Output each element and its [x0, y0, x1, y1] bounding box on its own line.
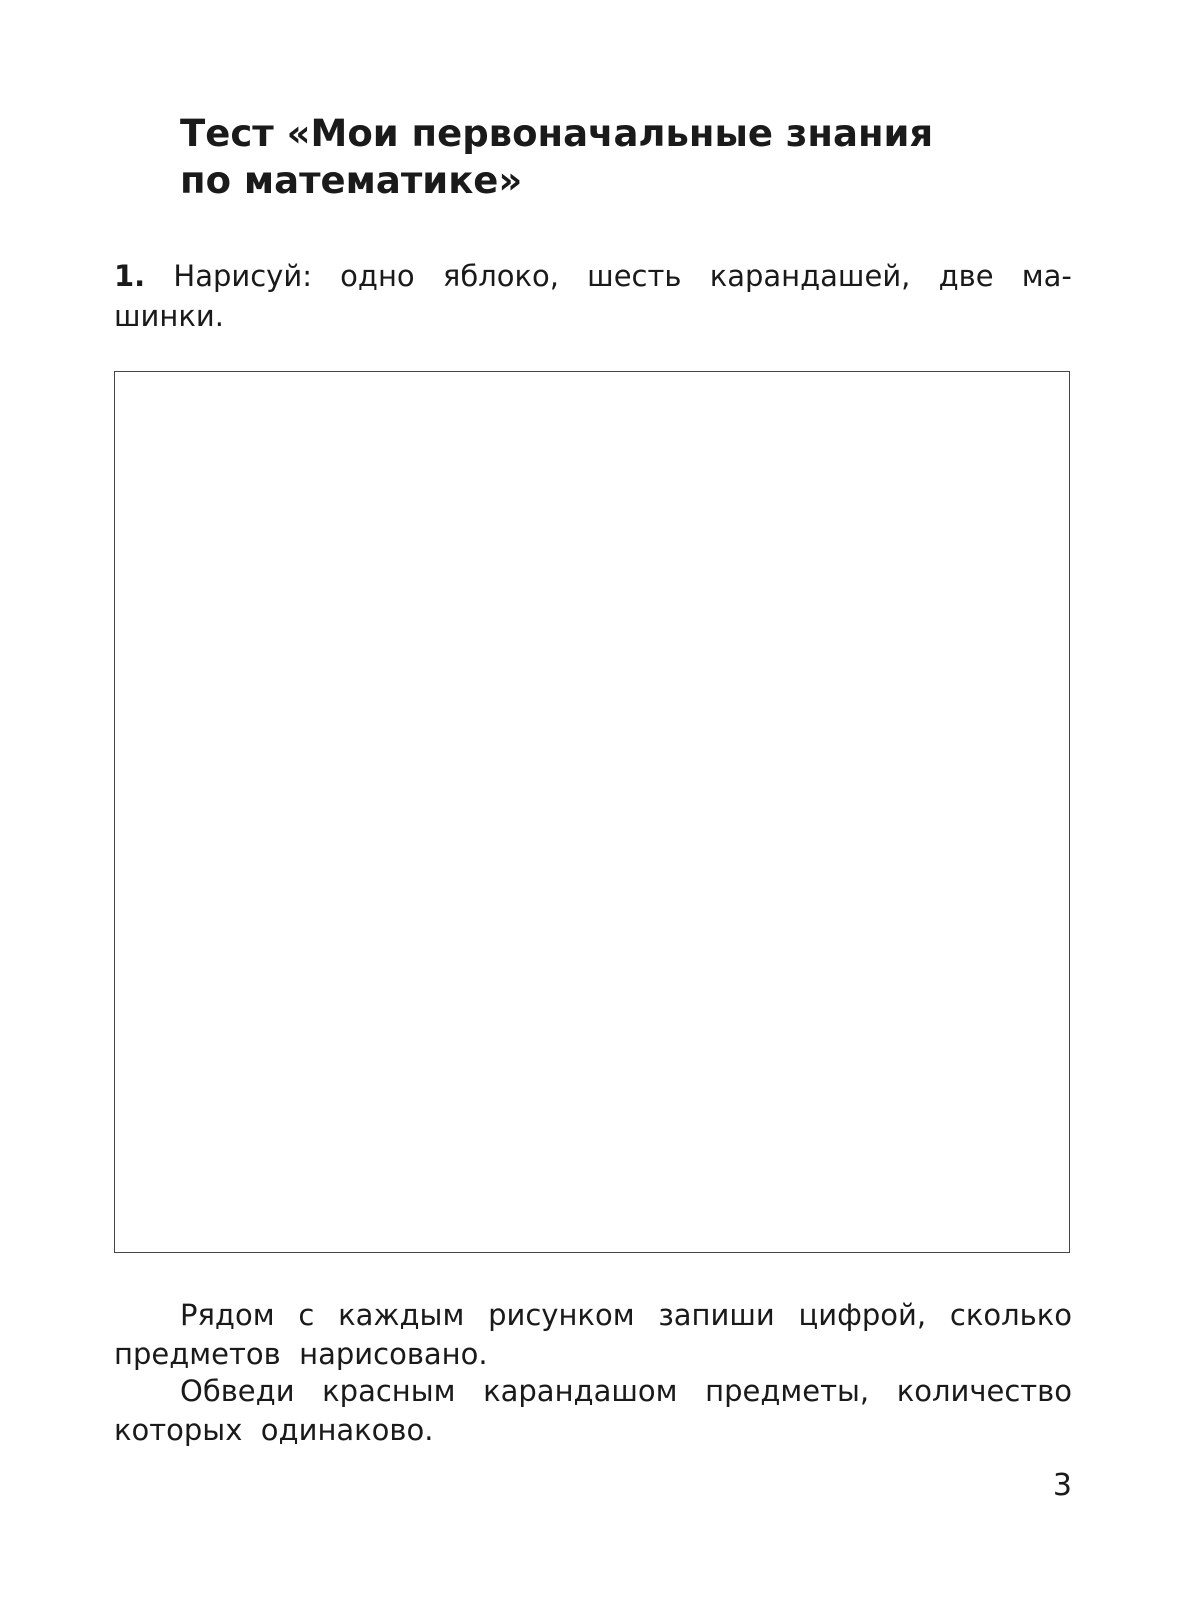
task-1-word: две	[938, 259, 994, 293]
paragraph-2-word: предметы,	[705, 1374, 870, 1408]
paragraph-1-line-1	[114, 1296, 1072, 1335]
paragraph-1-line-2: предметов нарисовано.	[114, 1337, 488, 1371]
instruction-paragraph-1	[114, 1296, 1072, 1374]
paragraph-1-word: сколько	[949, 1298, 1072, 1332]
instruction-paragraph-2	[114, 1372, 1072, 1450]
task-1-word: карандашей,	[709, 259, 911, 293]
task-1-word: шесть	[587, 259, 682, 293]
paragraph-1-word: запиши	[658, 1298, 775, 1332]
paragraph-1-word: рисунком	[488, 1298, 635, 1332]
task-number: 1.	[114, 259, 146, 293]
paragraph-2-line-2: которых одинаково.	[114, 1413, 434, 1447]
paragraph-2-word: количество	[896, 1374, 1072, 1408]
paragraph-2-word: карандашом	[483, 1374, 678, 1408]
paragraph-2-word: Обведи	[180, 1374, 295, 1408]
task-1-line-1	[114, 256, 1072, 296]
drawing-area-box[interactable]	[114, 371, 1070, 1253]
page-title-line-2: по математике»	[180, 159, 523, 202]
page-title	[180, 110, 1080, 204]
paragraph-1-word: цифрой,	[798, 1298, 927, 1332]
paragraph-1-word: каждым	[338, 1298, 465, 1332]
task-1-word: яблоко,	[442, 259, 559, 293]
paragraph-2-word: красным	[322, 1374, 456, 1408]
task-1-instruction	[114, 256, 1072, 336]
task-1-word: ма-	[1021, 259, 1072, 293]
task-1-line-2: шинки.	[114, 299, 224, 333]
task-1-word: одно	[340, 259, 415, 293]
task-1-word: Нарисуй:	[173, 259, 312, 293]
paragraph-2-line-1	[114, 1372, 1072, 1411]
paragraph-1-word: Рядом	[180, 1298, 275, 1332]
page-number: 3	[1052, 1468, 1072, 1503]
page-title-line-1: Тест «Мои первоначальные знания	[180, 112, 934, 155]
paragraph-1-word: с	[298, 1298, 315, 1332]
